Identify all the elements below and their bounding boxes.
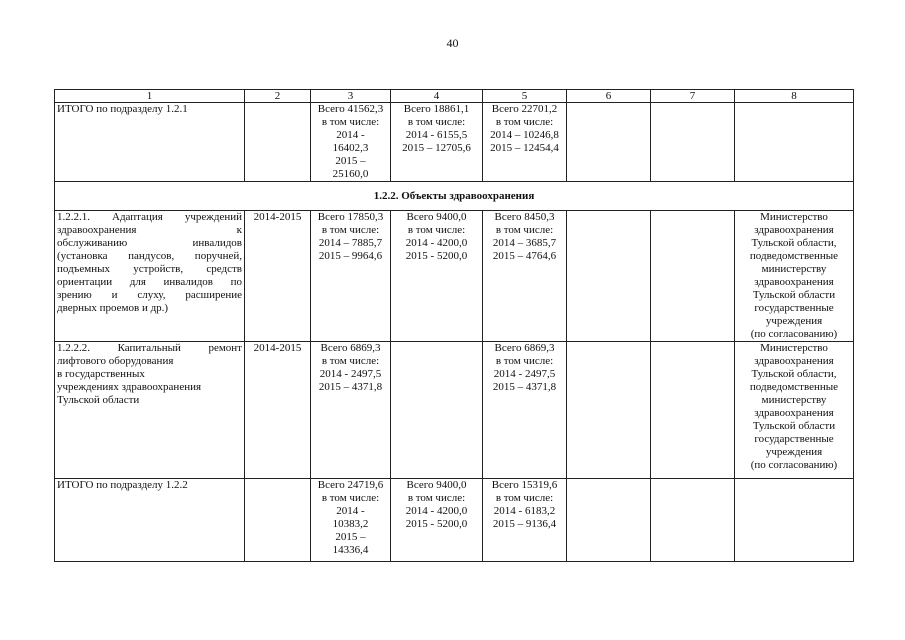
fin-line: в том числе: xyxy=(407,116,466,128)
row-1221-col3 xyxy=(311,211,391,342)
fin-line: в том числе: xyxy=(321,224,380,236)
fin-line: 2014 - 2497,5 xyxy=(319,368,382,380)
section-title: 1.2.2. Объекты здравоохранения xyxy=(55,182,854,211)
row-1222-executor xyxy=(735,342,854,479)
header-col-2: 2 xyxy=(245,90,311,103)
fin-line: 2014 – 10246,8 xyxy=(490,129,559,141)
total-121-period xyxy=(245,103,311,182)
total-122-col8 xyxy=(735,479,854,562)
total-121-col8 xyxy=(735,103,854,182)
name-line: 1.2.2.2. Капитальный ремонт xyxy=(57,342,242,354)
executor-line: государственные xyxy=(754,302,834,314)
fin-line: 25160,0 xyxy=(332,168,369,180)
executor-line: Тульской области, xyxy=(751,237,837,249)
fin-line: 2015 – 12454,4 xyxy=(490,142,559,154)
total-121-col7 xyxy=(651,103,735,182)
fin-line: Всего 6869,3 xyxy=(320,342,381,354)
fin-line: 2014 - 6155,5 xyxy=(405,129,468,141)
executor-line: Тульской области xyxy=(752,289,836,301)
total-121-name: ИТОГО по подразделу 1.2.1 xyxy=(55,103,245,182)
row-1221-col5 xyxy=(483,211,567,342)
executor-line: министерству xyxy=(761,263,827,275)
fin-line: 10383,2 xyxy=(332,518,369,530)
name-line: зрению и слуху, расширение xyxy=(57,289,242,301)
total-122-name: ИТОГО по подразделу 1.2.2 xyxy=(55,479,245,562)
page-number: 40 xyxy=(446,36,459,50)
header-col-4: 4 xyxy=(391,90,483,103)
header-col-5: 5 xyxy=(483,90,567,103)
fin-line: в том числе: xyxy=(495,355,554,367)
name-line: Тульской области xyxy=(57,394,140,406)
total-122-col4 xyxy=(391,479,483,562)
header-col-7: 7 xyxy=(651,90,735,103)
fin-line: 2015 – 12705,6 xyxy=(402,142,471,154)
fin-line: 2014 - 4200,0 xyxy=(405,237,468,249)
total-122-col7 xyxy=(651,479,735,562)
row-1221-col6 xyxy=(567,211,651,342)
fin-line: Всего 18861,1 xyxy=(403,103,470,115)
fin-line: в том числе: xyxy=(321,116,380,128)
fin-line: 2015 – 4371,8 xyxy=(492,381,557,393)
fin-line: Всего 17850,3 xyxy=(317,211,384,223)
fin-line: Всего 15319,6 xyxy=(491,479,558,491)
table-row-total-122 xyxy=(55,479,854,562)
fin-line: 2014 – 3685,7 xyxy=(492,237,557,249)
fin-line: 2014 – 7885,7 xyxy=(318,237,383,249)
fin-line: 2015 – 4371,8 xyxy=(318,381,383,393)
executor-line: здравоохранения xyxy=(754,407,834,419)
fin-line: в том числе: xyxy=(495,492,554,504)
header-col-1: 1 xyxy=(55,90,245,103)
name-line: обслуживанию инвалидов xyxy=(57,237,242,249)
fin-line: 2014 - 2497,5 xyxy=(493,368,556,380)
program-table xyxy=(54,89,854,562)
fin-line: в том числе: xyxy=(321,355,380,367)
name-line: в государственных xyxy=(57,368,145,380)
executor-line: учреждения xyxy=(765,315,823,327)
fin-line: в том числе: xyxy=(407,224,466,236)
executor-line: подведомственные xyxy=(749,250,839,262)
total-121-col6 xyxy=(567,103,651,182)
fin-line: 14336,4 xyxy=(332,544,369,556)
total-121-col3 xyxy=(311,103,391,182)
fin-line: 2014 - 4200,0 xyxy=(405,505,468,517)
fin-line: Всего 6869,3 xyxy=(494,342,555,354)
row-1222-col3 xyxy=(311,342,391,479)
executor-line: государственные xyxy=(754,433,834,445)
total-122-col6 xyxy=(567,479,651,562)
fin-line: 2014 - 6183,2 xyxy=(493,505,556,517)
fin-line: 2015 – 9964,6 xyxy=(318,250,383,262)
fin-line: 2015 – 9136,4 xyxy=(492,518,557,530)
table-row-1222 xyxy=(55,342,854,479)
name-line: (установка пандусов, поручней, xyxy=(57,250,242,262)
row-1222-col5 xyxy=(483,342,567,479)
fin-line: Всего 24719,6 xyxy=(317,479,384,491)
row-1222-col7 xyxy=(651,342,735,479)
executor-line: Тульской области xyxy=(752,420,836,432)
fin-line: Всего 9400,0 xyxy=(406,211,467,223)
fin-line: Всего 22701,2 xyxy=(491,103,558,115)
header-col-3: 3 xyxy=(311,90,391,103)
fin-line: Всего 41562,3 xyxy=(317,103,384,115)
fin-line: 16402,3 xyxy=(332,142,369,154)
fin-line: 2015 – xyxy=(335,531,366,543)
row-1221-period: 2014-2015 xyxy=(245,211,311,342)
row-1222-col4 xyxy=(391,342,483,479)
name-line: 1.2.2.1. Адаптация учреждений xyxy=(57,211,242,223)
header-row xyxy=(55,90,854,103)
row-1221-executor xyxy=(735,211,854,342)
executor-line: здравоохранения xyxy=(754,355,834,367)
fin-line: в том числе: xyxy=(495,116,554,128)
name-line: лифтового оборудования xyxy=(57,355,174,367)
fin-line: в том числе: xyxy=(495,224,554,236)
total-122-col3 xyxy=(311,479,391,562)
fin-line: Всего 9400,0 xyxy=(406,479,467,491)
executor-line: учреждения xyxy=(765,446,823,458)
row-1221-col7 xyxy=(651,211,735,342)
fin-line: 2014 - xyxy=(336,505,365,517)
table-row-total-121 xyxy=(55,103,854,182)
fin-line: 2015 - 5200,0 xyxy=(405,250,468,262)
total-121-col4 xyxy=(391,103,483,182)
name-line: ориентации для инвалидов по xyxy=(57,276,242,288)
header-col-6: 6 xyxy=(567,90,651,103)
name-line: подъемных устройств, средств xyxy=(57,263,242,275)
executor-line: Министерство xyxy=(760,342,828,354)
executor-line: здравоохранения xyxy=(754,276,834,288)
executor-line: подведомственные xyxy=(749,381,839,393)
row-1221-col4 xyxy=(391,211,483,342)
row-1222-name xyxy=(55,342,245,479)
executor-line: (по согласованию) xyxy=(750,459,838,471)
header-col-8: 8 xyxy=(735,90,854,103)
name-line: учреждениях здравоохранения xyxy=(57,381,202,393)
fin-line: в том числе: xyxy=(407,492,466,504)
name-line: здравоохранения к xyxy=(57,224,242,236)
table-row-1221 xyxy=(55,211,854,342)
fin-line: 2015 - 5200,0 xyxy=(405,518,468,530)
fin-line: 2015 – 4764,6 xyxy=(492,250,557,262)
row-1222-period: 2014-2015 xyxy=(245,342,311,479)
total-122-period xyxy=(245,479,311,562)
executor-line: (по согласованию) xyxy=(750,328,838,340)
name-line: дверных проемов и др.) xyxy=(57,302,169,314)
fin-line: Всего 8450,3 xyxy=(494,211,555,223)
executor-line: министерству xyxy=(761,394,827,406)
total-121-col5 xyxy=(483,103,567,182)
fin-line: 2015 – xyxy=(335,155,366,167)
table-row-section-122 xyxy=(55,182,854,211)
executor-line: Министерство xyxy=(760,211,828,223)
total-122-col5 xyxy=(483,479,567,562)
executor-line: Тульской области, xyxy=(751,368,837,380)
executor-line: здравоохранения xyxy=(754,224,834,236)
fin-line: в том числе: xyxy=(321,492,380,504)
row-1222-col6 xyxy=(567,342,651,479)
fin-line: 2014 - xyxy=(336,129,365,141)
row-1221-name xyxy=(55,211,245,342)
